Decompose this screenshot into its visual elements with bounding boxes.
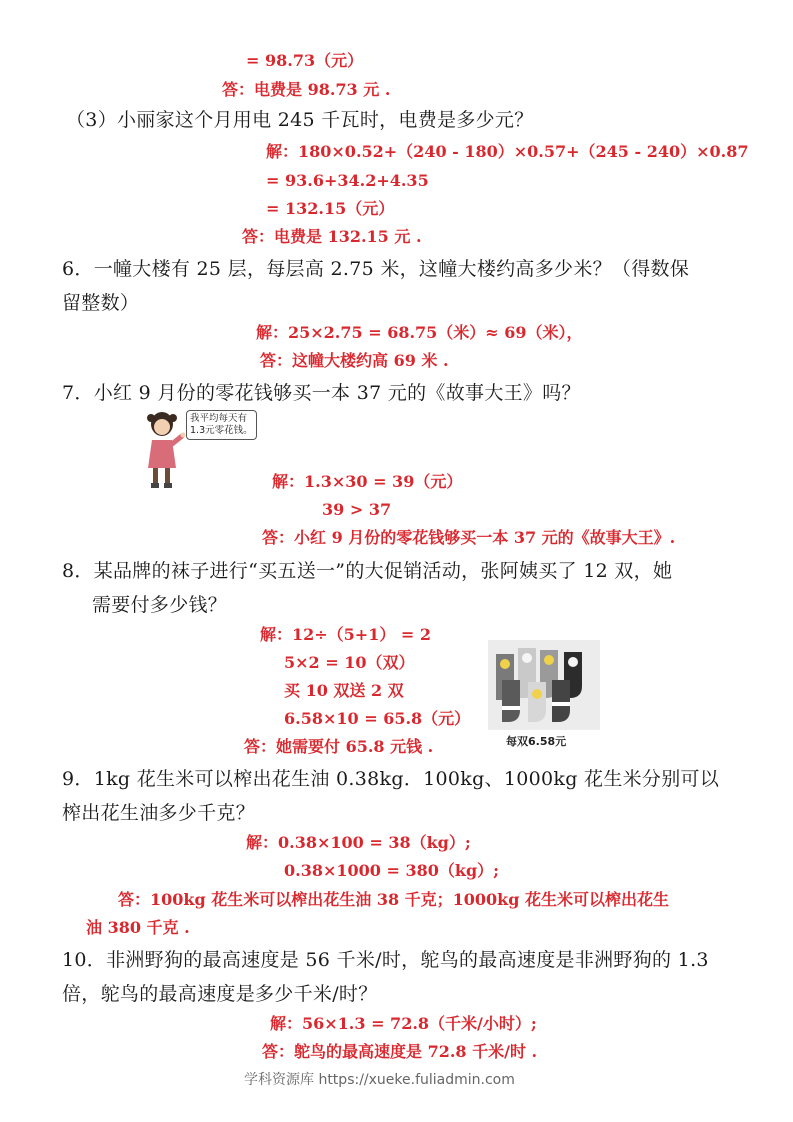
- price-caption: 每双6.58元: [506, 735, 567, 748]
- speech-line: 我平均每天有: [190, 413, 248, 424]
- solution-line: 解：180×0.52+（240 - 180）×0.57+（245 - 240）×0.87: [266, 142, 749, 161]
- question-7: 7．小红 9 月份的零花钱够买一本 37 元的《故事大王》吗？: [62, 382, 581, 404]
- answer-line: = 98.73（元）: [246, 51, 364, 70]
- question-9-cont: 榨出花生油多少千克？: [62, 802, 256, 824]
- girl-illustration: [140, 410, 260, 492]
- question-6: 6．一幢大楼有 25 层，每层高 2.75 米，这幢大楼约高多少米？（得数保: [62, 258, 690, 280]
- solution-line: 解：12÷（5+1） = 2: [260, 625, 432, 644]
- answer-statement: 答：鸵鸟的最高速度是 72.8 千米/时 .: [262, 1042, 538, 1061]
- girl-figure-icon: [140, 410, 190, 492]
- question-10: 10．非洲野狗的最高速度是 56 千米/时，鸵鸟的最高速度是非洲野狗的 1.3: [62, 949, 709, 971]
- socks-photo: [488, 640, 600, 730]
- answer-statement: 答：小红 9 月份的零花钱够买一本 37 元的《故事大王》.: [262, 528, 676, 547]
- solution-line: = 132.15（元）: [266, 199, 395, 218]
- answer-statement: 答：这幢大楼约高 69 米 .: [260, 351, 449, 370]
- solution-line: 解：0.38×100 = 38（kg）;: [246, 833, 471, 852]
- solution-line: 解：56×1.3 = 72.8（千米/小时）;: [270, 1014, 537, 1033]
- footer-source: 学科资源库 https://xueke.fuliadmin.com: [244, 1072, 515, 1088]
- question-10-cont: 倍，鸵鸟的最高速度是多少千米/时？: [62, 983, 378, 1005]
- question-6-cont: 留整数）: [62, 292, 140, 314]
- question-9: 9．1kg 花生米可以榨出花生油 0.38kg．100kg、1000kg 花生米分别可以: [62, 768, 720, 790]
- solution-line: 39 > 37: [322, 500, 392, 519]
- answer-statement: 答：100kg 花生米可以榨出花生油 38 千克；1000kg 花生米可以榨出花生: [118, 890, 670, 909]
- speech-line: 1.3元零花钱。: [190, 424, 253, 436]
- question-3: （3）小丽家这个月用电 245 千瓦时，电费是多少元？: [66, 109, 534, 131]
- answer-statement-cont: 油 380 千克 .: [86, 918, 190, 937]
- solution-line: 0.38×1000 = 380（kg）;: [284, 861, 500, 880]
- solution-line: 5×2 = 10（双）: [284, 653, 415, 672]
- answer-statement: 答：电费是 98.73 元 .: [222, 80, 391, 99]
- question-8-cont: 需要付多少钱？: [92, 594, 228, 616]
- solution-line: 解：25×2.75 = 68.75（米）≈ 69（米），: [256, 323, 583, 342]
- speech-bubble: [186, 410, 257, 440]
- solution-line: 解：1.3×30 = 39（元）: [272, 472, 463, 491]
- solution-line: 6.58×10 = 65.8（元）: [284, 709, 471, 728]
- solution-line: 买 10 双送 2 双: [284, 681, 404, 700]
- answer-statement: 答：她需要付 65.8 元钱 .: [244, 737, 434, 756]
- question-8: 8．某品牌的袜子进行“买五送一”的大促销活动，张阿姨买了 12 双，她: [62, 560, 673, 582]
- answer-statement: 答：电费是 132.15 元 .: [242, 227, 422, 246]
- socks-icon: [488, 640, 600, 730]
- solution-line: = 93.6+34.2+4.35: [266, 171, 429, 190]
